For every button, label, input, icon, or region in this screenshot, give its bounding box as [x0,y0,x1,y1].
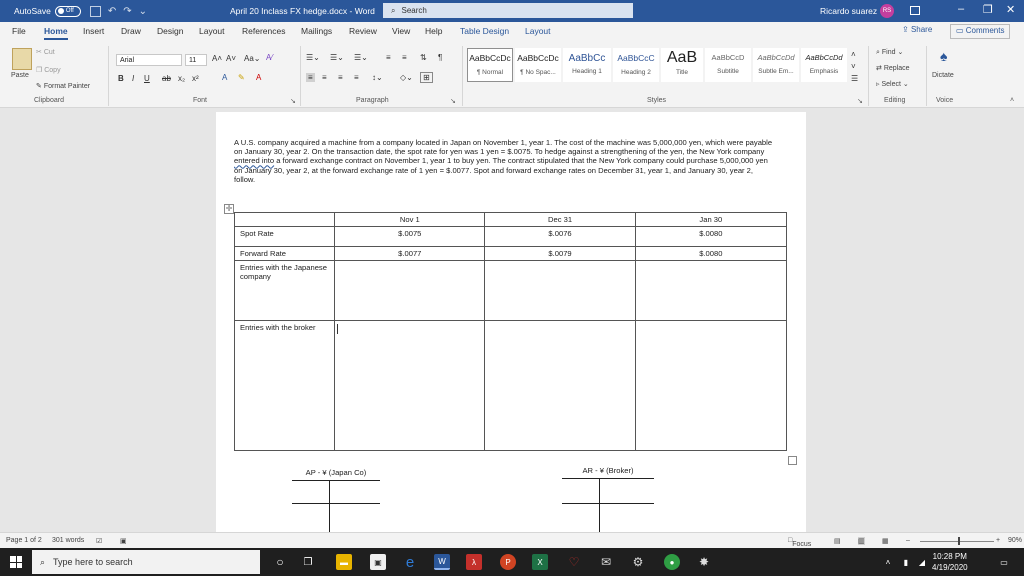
zoom-slider-thumb[interactable] [958,537,960,545]
status-bar [0,532,1024,548]
select-button[interactable]: ▹ Select ⌄ [876,81,909,88]
tab-table-layout[interactable]: Layout [525,26,551,36]
table-header-cell[interactable]: Dec 31 [485,213,635,227]
table-cell[interactable]: Spot Rate [235,227,335,247]
tab-file[interactable]: File [12,26,26,36]
table-header-cell[interactable]: Jan 30 [635,213,786,227]
t-account-ap [292,468,380,532]
tab-insert[interactable]: Insert [83,26,105,36]
styles-scroll-down-icon[interactable]: ˅ [851,62,856,71]
shrink-font-icon[interactable]: A˅ [226,54,237,63]
taskbar-search[interactable] [32,550,260,574]
table-cell[interactable]: $.0080 [635,247,786,261]
table-row [235,247,787,261]
t-account-ar [562,466,654,532]
page-count[interactable]: Page 1 of 2 [6,537,42,544]
cortana-icon[interactable]: ○ [276,555,284,569]
macro-icon[interactable]: ▣ [120,538,127,545]
share-icon: ⇪ [902,25,911,34]
document-page[interactable] [216,112,806,532]
undo-icon[interactable]: ↶ [107,5,117,17]
app-icon[interactable]: ♡ [568,555,580,569]
styles-group-label: Styles [647,97,667,104]
superscript-icon[interactable]: x² [192,74,199,83]
edge-icon[interactable]: e [405,553,415,571]
table-row [235,227,787,247]
file-explorer-icon[interactable]: ▬ [336,554,352,570]
tab-table-design[interactable]: Table Design [460,26,510,36]
battery-icon[interactable]: ▮ [903,557,909,567]
autosave-label: AutoSave [14,6,51,16]
style-heading-1[interactable]: AaBbCc Heading 1 [563,48,611,82]
powerpoint-icon[interactable]: P [500,554,516,570]
table-cell[interactable] [635,321,786,451]
print-layout-icon[interactable]: ▥ [858,538,865,545]
italic-icon[interactable]: I [132,74,135,83]
numbering-icon[interactable]: ☰⌄ [330,53,344,62]
table-move-handle[interactable]: ✛ [225,204,233,213]
clock-date: 4/19/2020 [932,563,968,572]
document-area [0,108,1024,532]
table-cell[interactable] [235,213,335,227]
tab-design[interactable]: Design [157,26,184,36]
word-count[interactable]: 301 words [52,537,85,544]
underline-icon[interactable]: U [144,74,150,83]
document-title: April 20 Inclass FX hedge.docx - Word [230,6,375,16]
change-case-icon[interactable]: Aa⌄ [244,54,261,63]
tab-layout[interactable]: Layout [199,26,225,36]
show-marks-icon[interactable]: ¶ [438,53,443,62]
align-center-icon[interactable]: ≡ [322,73,327,82]
t-account-label: AP - ¥ (Japan Co) [305,468,367,477]
search-icon: ⌕ [391,5,396,15]
table-cell[interactable]: Entries with the broker [235,321,335,451]
tray-chevron-icon[interactable]: ˄ [885,557,891,567]
title-bar [0,0,1024,22]
table-cell[interactable] [635,261,786,321]
acrobat-icon[interactable]: λ [466,554,482,570]
styles-more-icon[interactable]: ☰ [851,74,859,83]
zoom-level[interactable]: 90% [1008,537,1023,544]
table-cell[interactable] [485,261,635,321]
autosave-switch[interactable]: Off [55,6,81,17]
search-icon: ⌕ [40,556,46,567]
table-cell[interactable] [335,261,485,321]
text-effects-icon[interactable]: A [222,73,228,82]
table-row [235,213,787,227]
bold-icon[interactable]: B [118,74,124,83]
style-no-spacing[interactable]: AaBbCcDc ¶ No Spac... [515,48,561,82]
tab-mailings[interactable]: Mailings [301,26,333,36]
copy-button[interactable]: ❐ Copy [36,67,61,74]
close-icon[interactable]: ✕ [1006,4,1016,16]
increase-indent-icon[interactable]: ≡ [402,53,407,62]
word-icon[interactable]: W [434,554,450,570]
subscript-icon[interactable]: x₂ [178,74,186,83]
ribbon-tabs [0,22,1024,42]
format-painter-button[interactable]: ✎ Format Painter [36,83,91,90]
clear-formatting-icon[interactable]: A⁄ [266,53,273,62]
table-resize-handle[interactable] [788,456,797,465]
store-icon[interactable]: ▣ [370,554,386,570]
taskbar [0,548,1024,576]
title-search-placeholder: Search [401,6,427,15]
share-button[interactable]: ⇪ Share [902,25,933,34]
mail-icon[interactable]: ✉ [600,555,612,569]
task-view-icon[interactable]: ❐ [303,556,313,568]
notifications-icon[interactable]: ▭ [1000,557,1008,567]
line-spacing-icon[interactable]: ↕⌄ [372,73,383,82]
style-title[interactable]: AaB Title [661,48,703,82]
multilevel-list-icon[interactable]: ☰⌄ [354,53,368,62]
style-emphasis[interactable]: AaBbCcDd Emphasis [801,48,847,82]
table-cell[interactable]: $.0077 [335,247,485,261]
microphone-icon[interactable]: ♠ [940,48,948,64]
editing-group-label: Editing [884,97,906,104]
font-color-icon[interactable]: A [256,73,262,82]
ribbon-display-options-icon[interactable] [910,6,920,15]
table-cell[interactable]: $.0079 [485,247,635,261]
table-header-cell[interactable]: Nov 1 [335,213,485,227]
minimize-icon[interactable]: – [958,3,965,15]
excel-icon[interactable]: X [532,554,548,570]
tab-references[interactable]: References [242,26,286,36]
text-cursor [337,324,338,334]
table-cell[interactable]: Entries with the Japanese company [235,261,335,321]
grow-font-icon[interactable]: A˄ [212,54,223,63]
paragraph-group-label: Paragraph [356,97,389,104]
styles-dialog-launcher-icon[interactable]: ↘ [857,98,863,105]
zoom-slider[interactable] [920,541,994,542]
align-left-icon[interactable]: ≡ [308,73,313,82]
proofing-icon[interactable]: ☑ [96,538,103,545]
restore-icon[interactable]: ❐ [983,4,993,16]
borders-icon[interactable]: ⊞ [420,72,433,83]
t-account-label: AR - ¥ (Broker) [582,466,634,475]
zoom-out-icon[interactable]: – [906,537,910,544]
system-clock[interactable] [932,551,968,573]
zoom-in-icon[interactable]: + [996,537,1001,544]
app-icon-2[interactable]: ✸ [698,555,710,569]
windows-start-icon[interactable] [10,556,22,568]
shading-icon[interactable]: ◇⌄ [400,73,413,82]
replace-button[interactable]: ⇄ Replace [876,65,910,72]
focus-button[interactable]: □ Focus [788,537,812,548]
voice-group-label: Voice [936,97,954,104]
problem-paragraph[interactable]: A U.S. company acquired a machine from a company located in Japan on November 1, year 1. The cost of the machine was 5,000,000 yen, which were payable on January 30, year 2. On the transaction date, the spot rate for yen was 1 yen = $.0075. To hedge against a strengthening of the yen, the New York company entered into a forward exchange contract on November 1, year 1 to buy yen. The contract stipulated that the New York company could purchase 5,000,000 yen on January 30, year 2, at the forward exchange rate of 1 yen = $.0077. Spot and forward exchange rates on December 31, year 1, and January 30, year 2, follow. [234,138,773,184]
style-normal[interactable]: AaBbCcDc ¶ Normal [467,48,513,82]
collapse-ribbon-icon[interactable]: ˄ [1010,97,1015,104]
paragraph-dialog-launcher-icon[interactable]: ↘ [450,98,456,105]
clock-time: 10:28 PM [932,552,967,561]
font-group-label: Font [193,97,208,104]
avatar[interactable]: RS [880,4,894,18]
comment-icon: ▭ [956,26,966,35]
decrease-indent-icon[interactable]: ≡ [386,53,391,62]
taskbar-search-placeholder: Type here to search [53,557,133,567]
tab-draw[interactable]: Draw [121,26,141,36]
table-row [235,261,787,321]
table-cell[interactable] [335,321,485,451]
settings-icon[interactable]: ⚙ [632,555,644,569]
wifi-icon[interactable]: ◢ [918,557,926,567]
ribbon [0,42,1024,108]
exchange-rate-table[interactable] [234,212,787,451]
table-cell[interactable]: Forward Rate [235,247,335,261]
comments-button[interactable]: ▭ Comments [950,24,1010,39]
cut-button[interactable]: ✂ Cut [36,49,55,56]
tab-view[interactable]: View [392,26,411,36]
tab-home[interactable]: Home [44,26,68,40]
style-subtitle[interactable]: AaBbCcD Subtitle [705,48,751,82]
style-subtle-emphasis[interactable]: AaBbCcDd Subtle Em... [753,48,799,82]
table-cell[interactable]: $.0075 [335,227,485,247]
sort-icon[interactable]: ⇅ [420,53,427,62]
highlight-icon[interactable]: ✎ [238,73,245,82]
read-mode-icon[interactable]: ▤ [834,538,841,545]
save-icon[interactable] [90,6,101,17]
flagged-phrase: entered into [234,156,275,166]
font-name-select[interactable]: Arial [116,54,182,66]
table-row [235,321,787,451]
table-cell[interactable]: $.0076 [485,227,635,247]
style-heading-2[interactable]: AaBbCcC Heading 2 [613,48,659,82]
web-layout-icon[interactable]: ▦ [882,538,889,545]
font-dialog-launcher-icon[interactable]: ↘ [290,98,296,105]
title-search-box[interactable] [383,3,633,18]
table-cell[interactable]: $.0080 [635,227,786,247]
styles-scroll-up-icon[interactable]: ˄ [851,50,856,59]
autosave-toggle[interactable] [14,6,81,17]
chrome-icon[interactable]: ● [664,554,680,570]
dictate-button[interactable]: Dictate [932,72,954,79]
find-button[interactable]: ⌕ Find ⌄ [876,49,904,56]
justify-icon[interactable]: ≡ [354,73,359,82]
paste-button[interactable]: Paste [11,72,29,79]
user-name[interactable]: Ricardo suarez [820,6,878,16]
quick-access-customize-icon[interactable]: ⌄ [138,5,148,17]
align-right-icon[interactable]: ≡ [338,73,343,82]
font-size-select[interactable]: 11 [185,54,207,66]
strikethrough-icon[interactable]: ab [162,74,171,83]
table-cell[interactable] [485,321,635,451]
paste-icon[interactable] [12,48,32,70]
tab-help[interactable]: Help [425,26,443,36]
redo-icon[interactable]: ↷ [123,5,132,17]
bullets-icon[interactable]: ☰⌄ [306,53,320,62]
tab-review[interactable]: Review [349,26,377,36]
clipboard-group-label: Clipboard [34,97,64,104]
